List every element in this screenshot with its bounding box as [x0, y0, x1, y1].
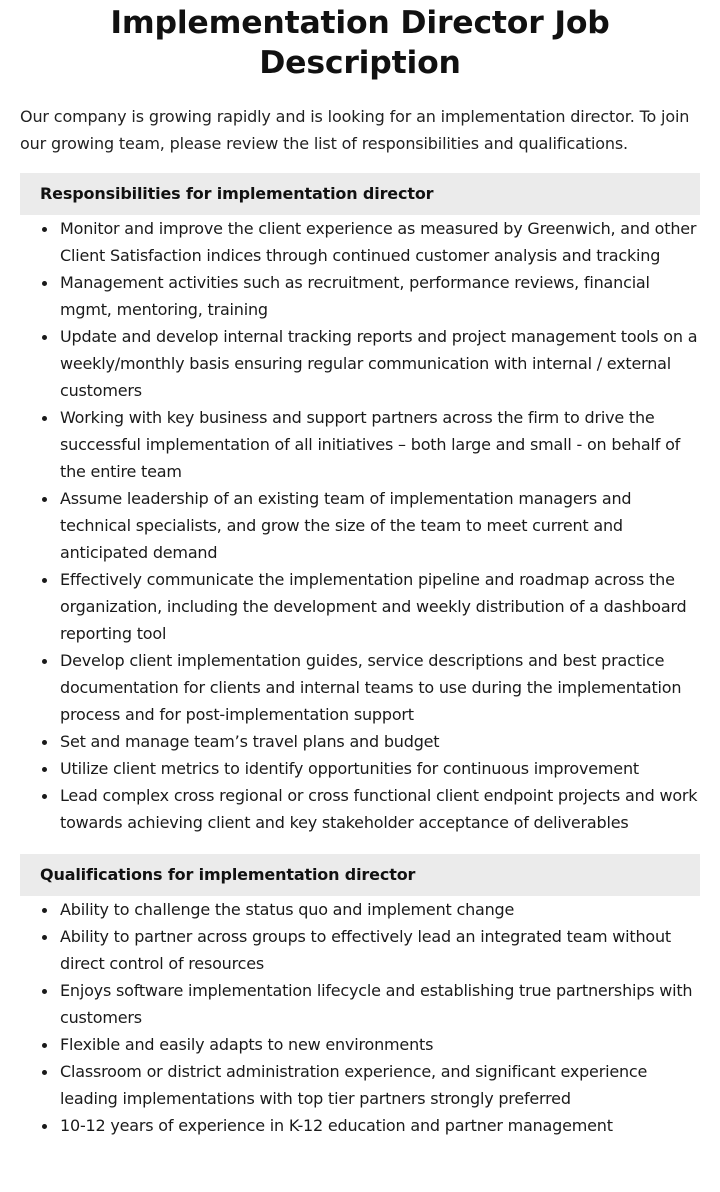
list-item: Ability to challenge the status quo and implement change	[60, 896, 700, 923]
responsibilities-list	[20, 215, 700, 836]
list-item: Effectively communicate the implementation pipeline and roadmap across the organization, including the development and weekly distribution of a dashboard reporting tool	[60, 566, 700, 647]
list-item: Utilize client metrics to identify opportunities for continuous improvement	[60, 755, 700, 782]
list-item: Working with key business and support partners across the firm to drive the successful implementation of all initiatives – both large and small - on behalf of the entire team	[60, 404, 700, 485]
list-item: Ability to partner across groups to effectively lead an integrated team without direct control of resources	[60, 923, 700, 977]
list-item: Enjoys software implementation lifecycle and establishing true partnerships with customers	[60, 977, 700, 1031]
list-item: Monitor and improve the client experience as measured by Greenwich, and other Client Satisfaction indices through continued customer analysis and tracking	[60, 215, 700, 269]
page-title: Implementation Director Job Description	[110, 5, 610, 81]
list-item: 10-12 years of experience in K-12 education and partner management	[60, 1112, 700, 1139]
qualifications-header: Qualifications for implementation director	[20, 854, 700, 896]
list-item: Update and develop internal tracking reports and project management tools on a weekly/monthly basis ensuring regular communication with internal / external customers	[60, 323, 700, 404]
list-item: Lead complex cross regional or cross functional client endpoint projects and work towards achieving client and key stakeholder acceptance of deliverables	[60, 782, 700, 836]
responsibilities-header: Responsibilities for implementation director	[20, 173, 700, 215]
list-item: Set and manage team’s travel plans and budget	[60, 728, 700, 755]
qualifications-list	[20, 896, 700, 1139]
list-item: Develop client implementation guides, service descriptions and best practice documentation for clients and internal teams to use during the implementation process and for post-implementation support	[60, 647, 700, 728]
list-item: Assume leadership of an existing team of implementation managers and technical specialists, and grow the size of the team to meet current and anticipated demand	[60, 485, 700, 566]
intro-paragraph: Our company is growing rapidly and is looking for an implementation director. To join our growing team, please review the list of responsibilities and qualifications.	[20, 107, 690, 153]
list-item: Management activities such as recruitment, performance reviews, financial mgmt, mentoring, training	[60, 269, 700, 323]
list-item: Flexible and easily adapts to new environments	[60, 1031, 700, 1058]
list-item: Classroom or district administration experience, and significant experience leading implementations with top tier partners strongly preferred	[60, 1058, 700, 1112]
